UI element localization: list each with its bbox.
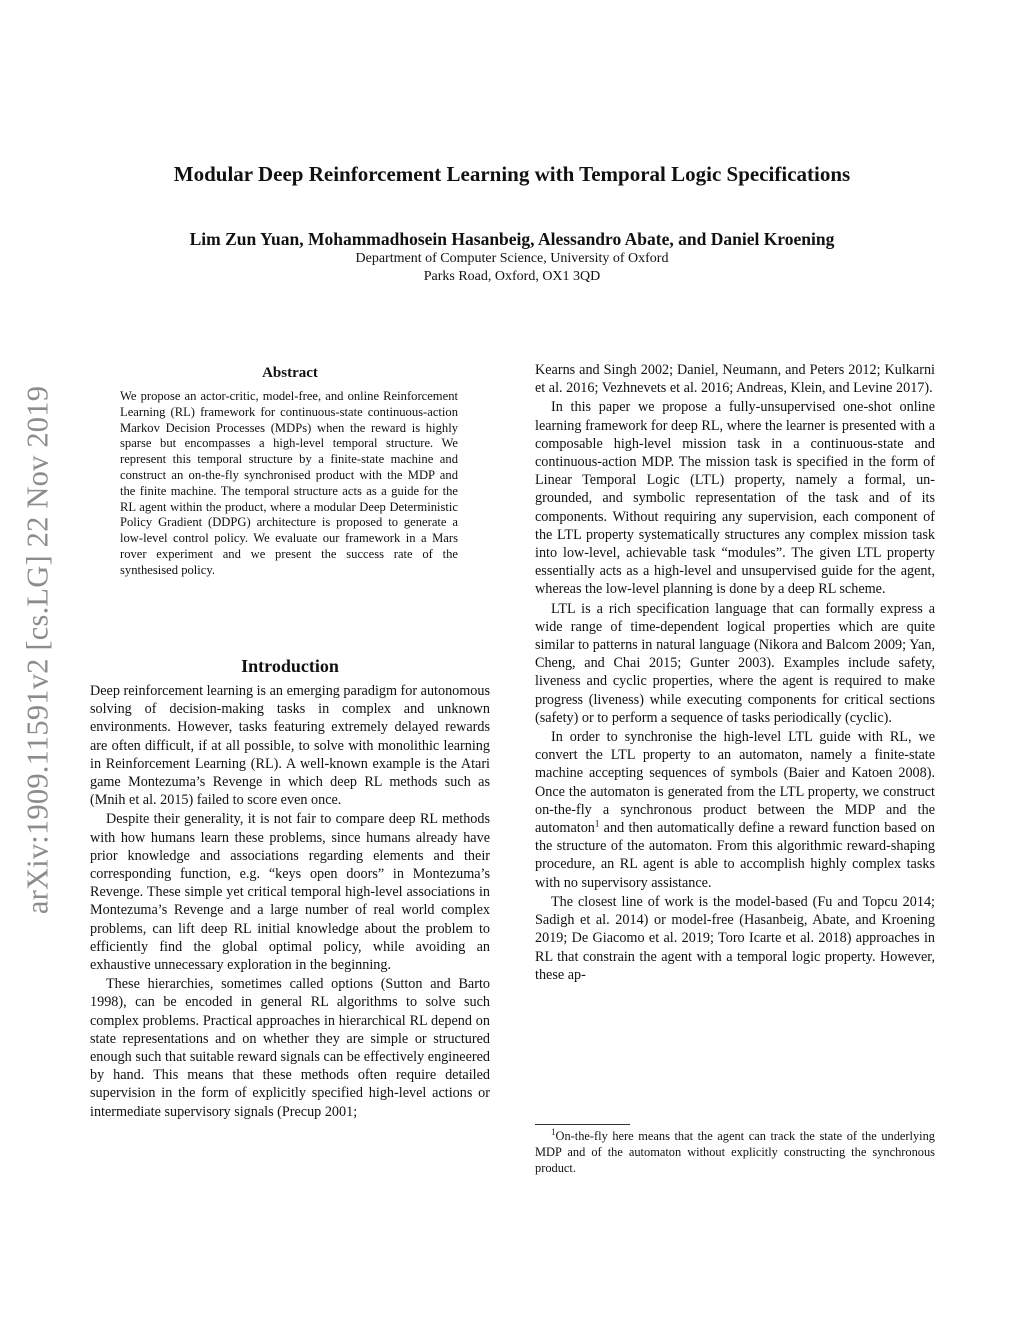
paragraph-synchronise-part-2: and then automatically define a reward function based on the structure of the automaton. From this algorithmic reward-shaping procedure, an RL agent is able to accomplish highly complex tasks with no supervisory assistance. [535,820,935,891]
arxiv-stamp: arXiv:1909.11591v2 [cs.LG] 22 Nov 2019 [20,385,55,915]
right-column-body [535,361,935,985]
left-column [90,0,490,1325]
footnote-mark: 1 [551,1126,556,1137]
footnote-ref-1: 1 [594,818,600,829]
citation-continuation: Kearns and Singh 2002; Daniel, Neumann, and Peters 2012; Kulkarni et al. 2016; Vezhnevets et al. 2016; Andreas, Klein, and Levine 2017). [535,362,935,397]
footnote-divider [535,1124,630,1125]
paper-authors: Lim Zun Yuan, Mohammadhosein Hasanbeig, Alessandro Abate, and Daniel Kroening [189,229,835,249]
intro-paragraph-1: Deep reinforcement learning is an emerging paradigm for autonomous solving of decision-making tasks in complex and unknown environments. However, tasks featuring extremely delayed rewards are often difficult, if at all possible, to solve with monolithic learning in Reinforcement Learning (RL). A well-known example is the Atari game Montezuma’s Revenge in which deep RL methods such as (Mnih et al. 2015) failed to score even once. [90,683,491,809]
affiliation-address: Parks Road, Oxford, OX1 3QD [423,269,601,284]
affiliation-department: Department of Computer Science, University of Oxford [355,251,669,266]
paragraph-synchronise-part-1: In order to synchronise the high-level LTL guide with RL, we convert the LTL property to an automaton, namely a finite-state machine accepting sequences of symbols (Baier and Katoen 2008). Once the automaton is generated from the LTL property, we construct on-the-fly a synchronous product between the MDP and the automaton [535,729,935,837]
introduction-heading: Introduction [241,656,339,676]
abstract-text: We propose an actor-critic, model-free, and online Reinforcement Learning (RL) framework for continuous-state continuous-action Markov Decision Processes (MDPs) when the reward is highly sparse but encompasses a high-level temporal structure. We represent this temporal structure by a finite-state machine and construct an on-the-fly synchronised product with the MDP and the finite machine. The temporal structure acts as a guide for the RL agent within the product, where a modular Deep Deterministic Policy Gradient (DDPG) architecture is proposed to generate a low-level control policy. We evaluate our framework in a Mars rover experiment and we present the success rate of the synthesised policy. [120,389,458,577]
footnote-1 [535,1128,935,1177]
arxiv-sidebar [14,350,62,950]
intro-paragraph-3: These hierarchies, sometimes called options (Sutton and Barto 1998), can be encoded in general RL algorithms to solve such complex problems. Practical approaches in hierarchical RL depend on state representations and on whether they are simple or structured enough such that suitable reward signals can be effectively engineered by hand. This means that these methods often require detailed supervision in the form of explicitly specified high-level actions or intermediate supervisory signals (Precup 2001; [90,976,490,1120]
introduction-body [90,682,490,1122]
right-column [535,0,935,1325]
paragraph-proposal: In this paper we propose a fully-unsupervised one-shot online learning framework for deep RL, where the learner is presented with a composable high-level mission task in a continuous-state and continuous-action MDP. The mission task is specified in the form of Linear Temporal Logic (LTL) property, namely a formal, un-grounded, and symbolic representation of the task and of its components. Without requiring any supervision, each component of the LTL property systematically structures any complex mission task into low-level, achievable task “modules”. The given LTL property essentially acts as a high-level and unsupervised guide for the agent, whereas the low-level planning is done by a deep RL scheme. [535,399,935,598]
footnote-text: On-the-fly here means that the agent can track the state of the underlying MDP and of the automaton without explicitly constructing the synchronous product. [535,1129,935,1176]
paragraph-synchronise [535,728,935,892]
abstract-heading: Abstract [262,365,318,381]
paragraph-ltl: LTL is a rich specification language that can formally express a wide range of time-dependent logical properties which are quite similar to patterns in natural language (Nikora and Balcom 2009; Yan, Cheng, and Chai 2015; Gunter 2003). Examples include safety, liveness and cyclic properties, where the agent is required to make progress (liveness) while executing components for critical sections (safety) or to perform a sequence of tasks periodically (cyclic). [535,600,935,726]
paragraph-related-work: The closest line of work is the model-based (Fu and Topcu 2014; Sadigh et al. 2014) or model-free (Hasanbeig, Abate, and Kroening 2019; De Giacomo et al. 2019; Toro Icarte et al. 2018) approaches in RL that constrain the agent with a temporal logic property. However, these ap- [535,893,935,983]
intro-paragraph-2: Despite their generality, it is not fair to compare deep RL methods with how humans learn these problems, since humans already have prior knowledge and associations regarding elements and their corresponding function, e.g. “keys open doors” in Montezuma’s Revenge. These simple yet critical temporal high-level associations in Montezuma’s Revenge and a large number of real world complex problems, can lift deep RL initial knowledge about the problem to efficiently find the global optimal policy, while avoiding an exhaustive unnecessary exploration in the beginning. [90,811,490,974]
paper-title: Modular Deep Reinforcement Learning with Temporal Logic Specifications [173,162,851,186]
